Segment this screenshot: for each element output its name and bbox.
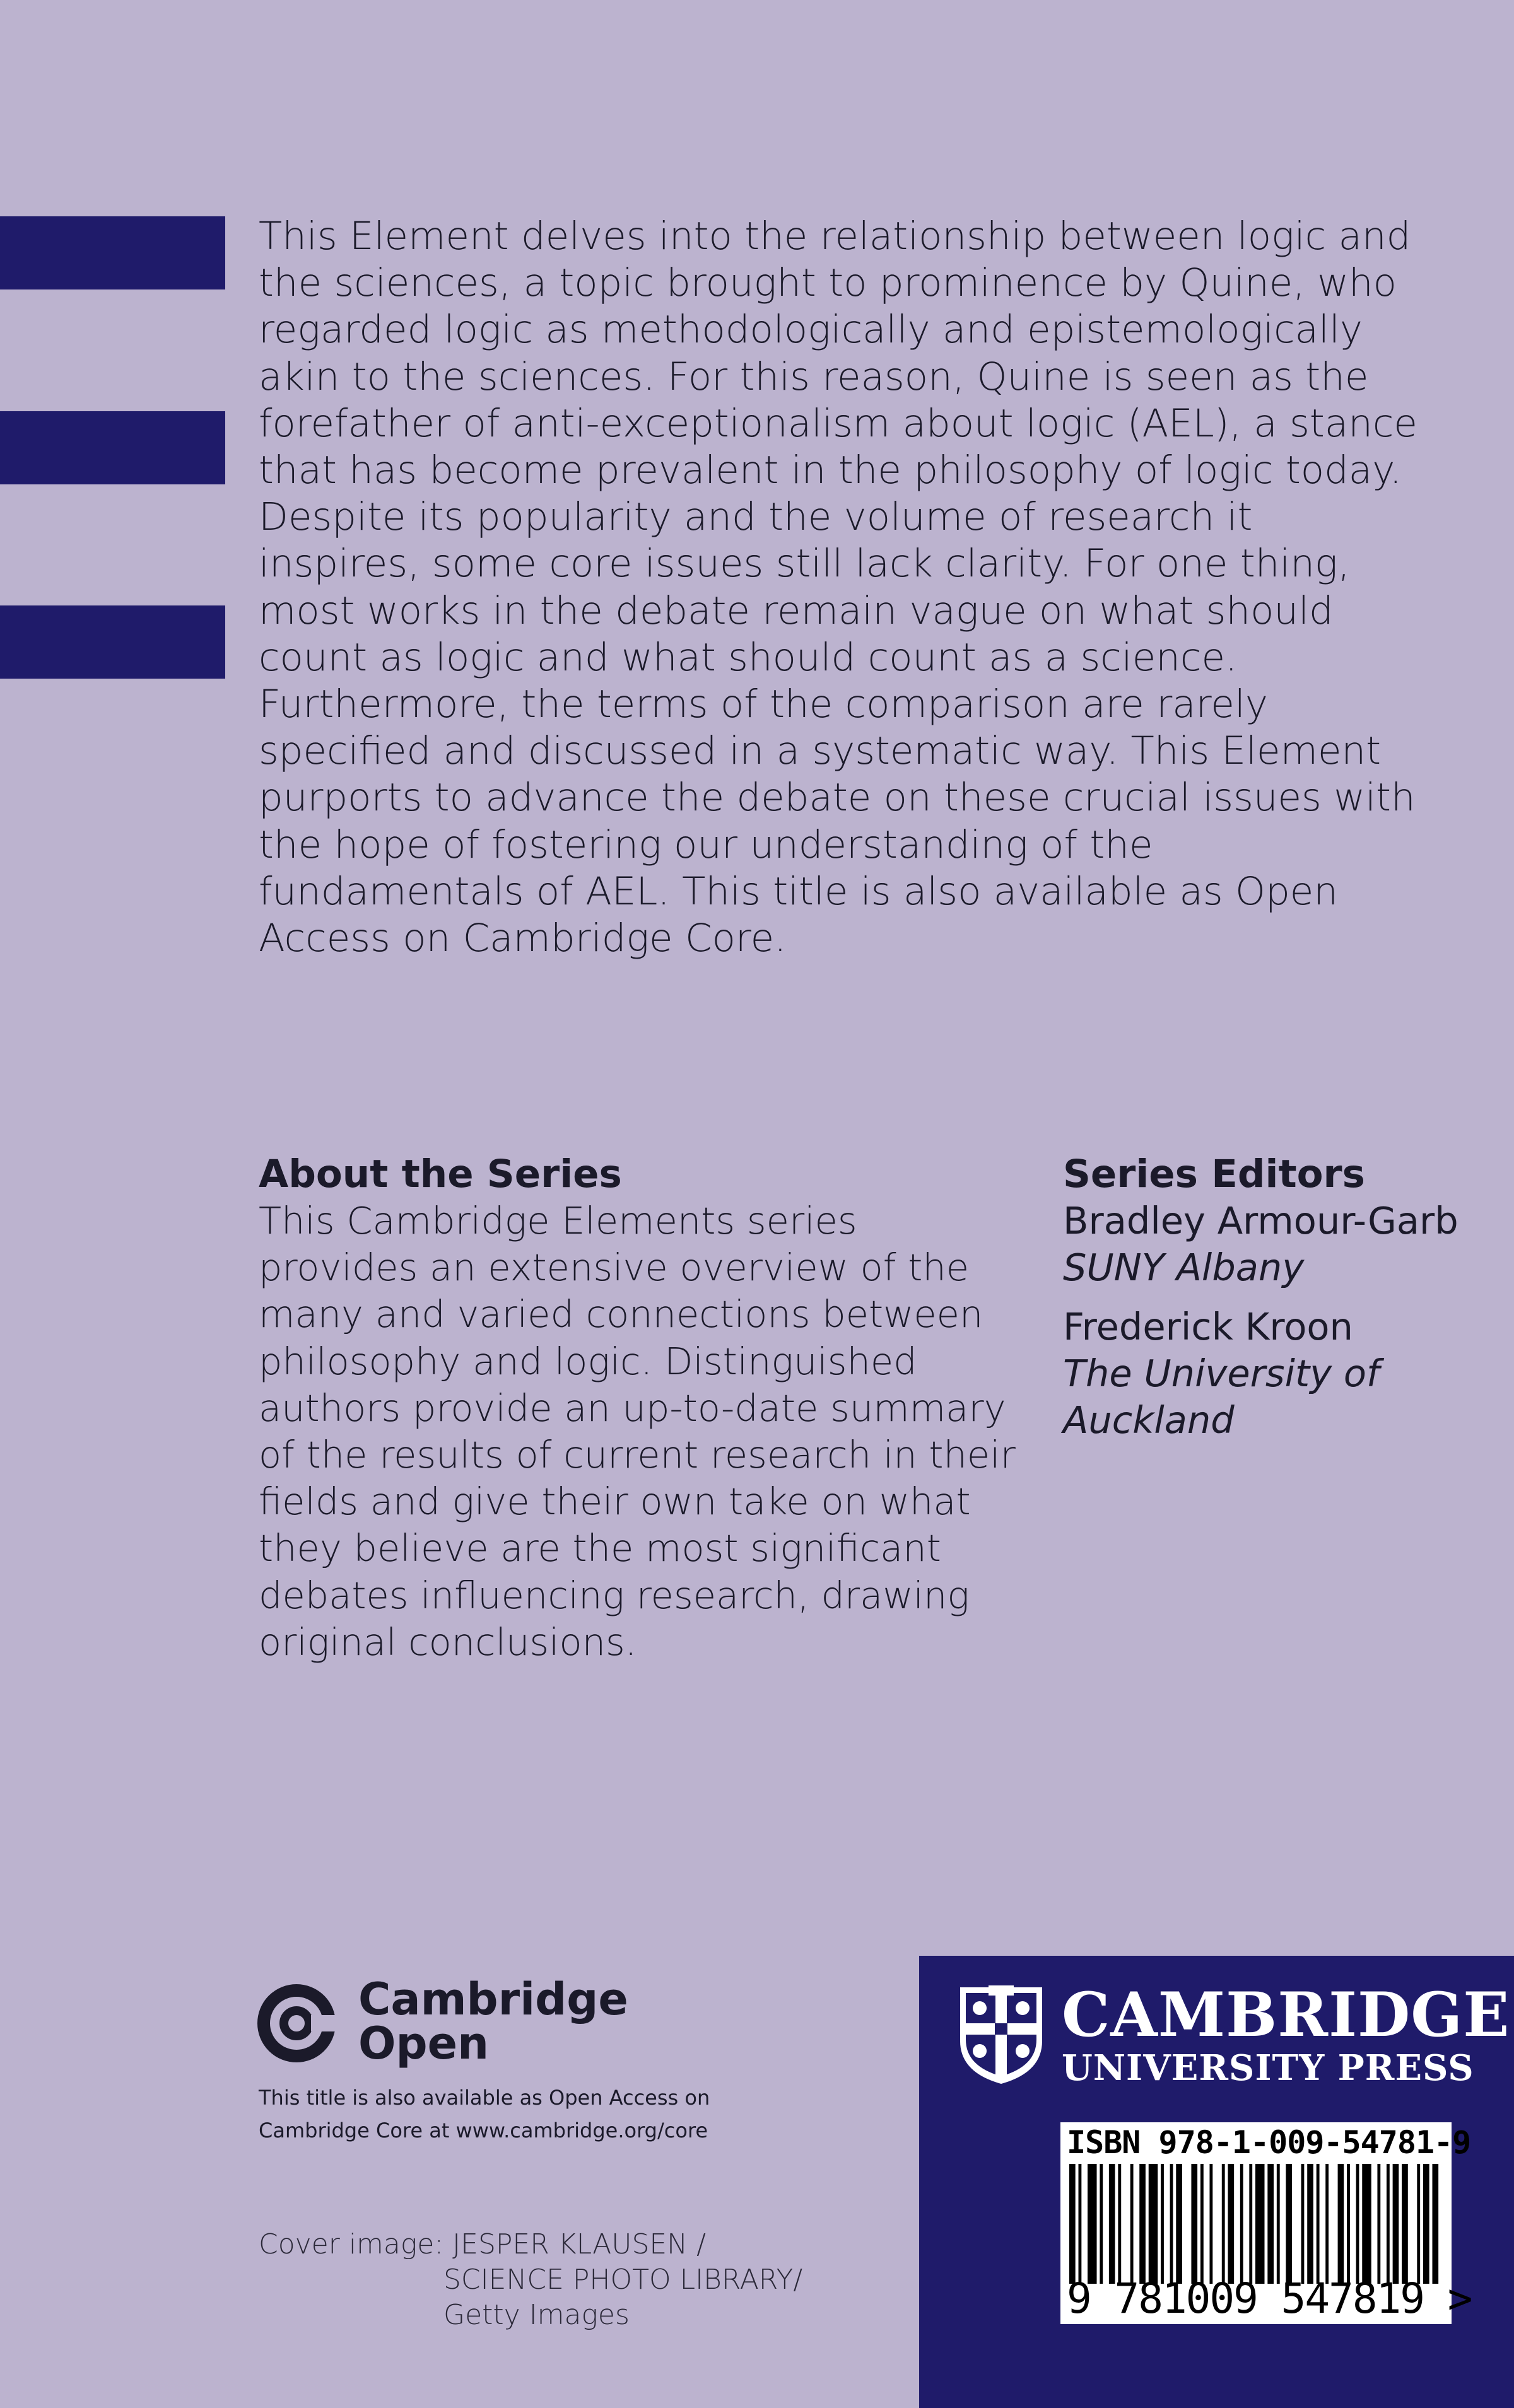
isbn-label: ISBN 978-1-009-54781-9 — [1067, 2124, 1471, 2161]
barcode-digits: 9 781009 547819 > — [1067, 2274, 1472, 2323]
cambridge-open-logo — [255, 1973, 628, 2072]
series-editors-section — [1063, 1151, 1479, 1456]
accent-bar-top — [0, 216, 225, 289]
barcode-icon — [1067, 2164, 1445, 2284]
open-access-note: This title is also available as Open Access on Cambridge Core at www.cambridge.org/core — [259, 2086, 710, 2142]
cambridge-open-subtitle: Open — [358, 2018, 489, 2069]
cambridge-open-c-icon — [255, 1982, 337, 2064]
isbn-barcode-block — [1060, 2122, 1472, 2324]
editor-name: Frederick Kroon — [1063, 1305, 1353, 1348]
cover-credit-line: SCIENCE PHOTO LIBRARY/ — [443, 2264, 803, 2296]
editor-affiliation: The University of Auckland — [1063, 1352, 1380, 1442]
cover-image-credit — [259, 2227, 802, 2333]
cover-credit-line: Getty Images — [443, 2299, 630, 2331]
publisher-name-line2: UNIVERSITY PRESS — [1062, 2047, 1474, 2089]
publisher-name — [1062, 1979, 1510, 2089]
university-crest-icon — [957, 1984, 1045, 2085]
cambridge-open-title: Cambridge — [358, 1973, 628, 2025]
publisher-name-line1: CAMBRIDGE — [1062, 1979, 1510, 2050]
about-series-heading: About the Series — [259, 1152, 622, 1196]
accent-bar-bottom — [0, 605, 225, 679]
accent-bar-middle — [0, 411, 225, 484]
series-editors-heading: Series Editors — [1063, 1152, 1365, 1196]
about-series-text: This Cambridge Elements series provides an extensive overview of the many and varied connections between philosophy and logic. Distinguished authors provide an up-to-date summary of the results of current research in their fields and give their own take on what they believe are the most significant debates influencing research, drawing original conclusions. — [259, 1199, 1016, 1664]
book-blurb: This Element delves into the relationship between logic and the sciences, a topic brought to prominence by Quine, who regarded logic as methodologically and epistemologically akin to the sciences. For this reason, Quine is seen as the forefather of anti-exceptionalism about logic (AEL), a stance that has become prevalent in the philosophy of logic today. Despite its popularity and the volume of research it inspires, some core issues still lack clarity. For one thing, most works in the debate remain vague on what should count as logic and what should count as a science. Furthermore, the terms of the comparison are rarely specified and discussed in a systematic way. This Element purports to advance the debate on these crucial issues with the hope of fostering our understanding of the fundamentals of AEL. This title is also available as Open Access on Cambridge Core. — [259, 214, 1417, 961]
cover-credit-line: Cover image: JESPER KLAUSEN / — [259, 2228, 706, 2260]
editor-affiliation: SUNY Albany — [1063, 1246, 1305, 1289]
about-series-section — [259, 1151, 1016, 1666]
editor-name: Bradley Armour-Garb — [1063, 1199, 1458, 1242]
